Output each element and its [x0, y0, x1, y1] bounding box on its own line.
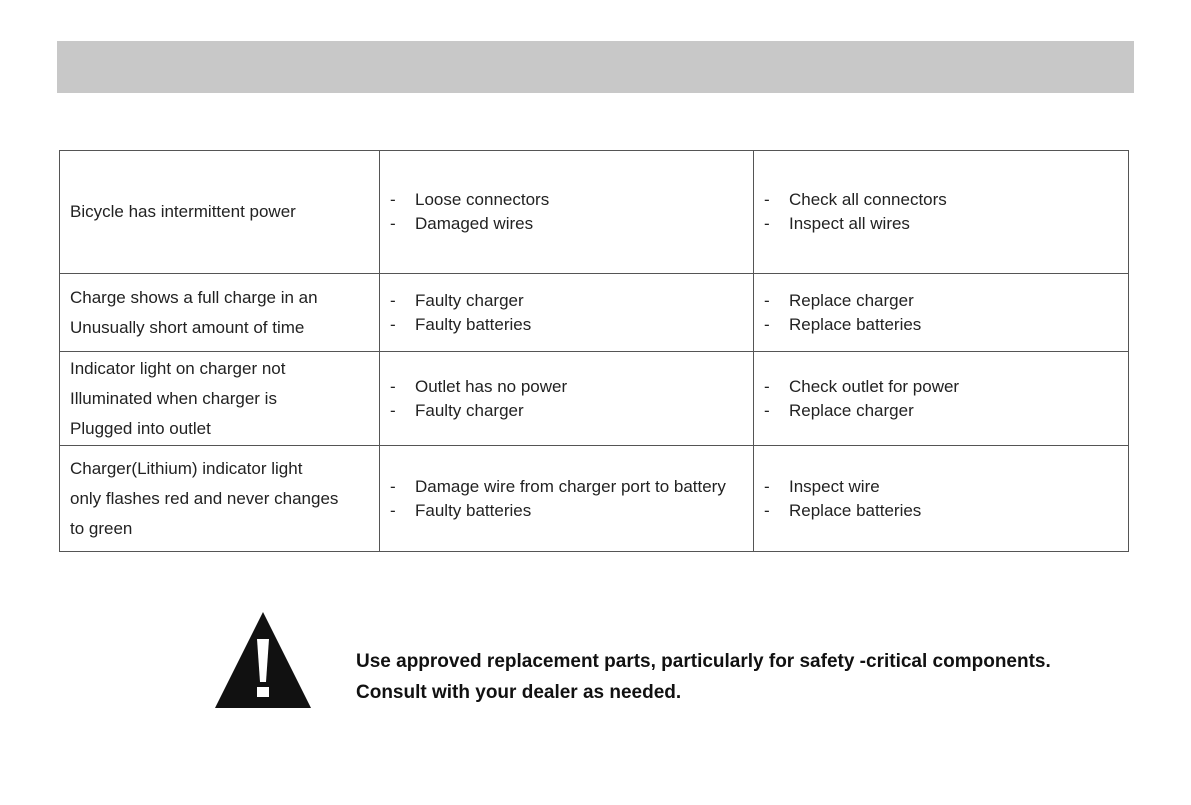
symptom-text: Charge shows a full charge in an — [70, 287, 318, 307]
solution-item: - Replace charger — [764, 399, 1118, 423]
cause-cell — [380, 446, 754, 552]
cause-item: - Outlet has no power — [390, 375, 743, 399]
cause-list — [390, 289, 743, 337]
header-bar — [57, 41, 1134, 93]
symptom-cell — [60, 151, 380, 274]
solution-cell — [754, 352, 1129, 446]
table-row — [60, 274, 1129, 352]
solution-item: - Inspect wire — [764, 475, 1118, 499]
solution-item: - Check all connectors — [764, 188, 1118, 212]
symptom-text: only flashes red and never changes — [70, 488, 339, 508]
cause-item: - Faulty charger — [390, 399, 743, 423]
symptom-text: Indicator light on charger not — [70, 358, 286, 378]
solution-list — [764, 475, 1118, 523]
symptom-cell — [60, 274, 380, 352]
warning-message — [356, 646, 1051, 708]
cause-item: - Damaged wires — [390, 212, 743, 236]
cause-item: - Faulty charger — [390, 289, 743, 313]
cause-cell — [380, 151, 754, 274]
cause-list — [390, 475, 743, 523]
solution-cell — [754, 151, 1129, 274]
solution-list — [764, 289, 1118, 337]
warning-line-1: Use approved replacement parts, particularly for safety -critical components. — [356, 651, 1051, 672]
symptom-text: Illuminated when charger is — [70, 388, 277, 408]
table-row — [60, 352, 1129, 446]
solution-item: - Check outlet for power — [764, 375, 1118, 399]
symptom-text: Bicycle has intermittent power — [70, 202, 296, 221]
cause-list — [390, 188, 743, 236]
cause-item: - Loose connectors — [390, 188, 743, 212]
cause-cell — [380, 352, 754, 446]
warning-line-2: Consult with your dealer as needed. — [356, 682, 682, 703]
cause-list — [390, 375, 743, 423]
symptom-cell — [60, 352, 380, 446]
solution-item: - Replace charger — [764, 289, 1118, 313]
table-row — [60, 151, 1129, 274]
cause-item: - Faulty batteries — [390, 499, 743, 523]
solution-cell — [754, 446, 1129, 552]
symptom-text: to green — [70, 518, 133, 538]
symptom-cell — [60, 446, 380, 552]
solution-item: - Inspect all wires — [764, 212, 1118, 236]
warning-triangle-icon — [215, 612, 311, 708]
solution-item: - Replace batteries — [764, 499, 1118, 523]
exclamation-dot — [257, 687, 269, 697]
cause-cell — [380, 274, 754, 352]
table-row — [60, 446, 1129, 552]
cause-item: - Faulty batteries — [390, 313, 743, 337]
cause-item: - Damage wire from charger port to battery — [390, 475, 743, 499]
troubleshooting-table — [59, 150, 1129, 552]
solution-item: - Replace batteries — [764, 313, 1118, 337]
symptom-text: Plugged into outlet — [70, 418, 211, 438]
symptom-text: Unusually short amount of time — [70, 317, 305, 337]
solution-cell — [754, 274, 1129, 352]
solution-list — [764, 375, 1118, 423]
solution-list — [764, 188, 1118, 236]
symptom-text: Charger(Lithium) indicator light — [70, 458, 303, 478]
warning-triangle-svg — [215, 612, 311, 708]
